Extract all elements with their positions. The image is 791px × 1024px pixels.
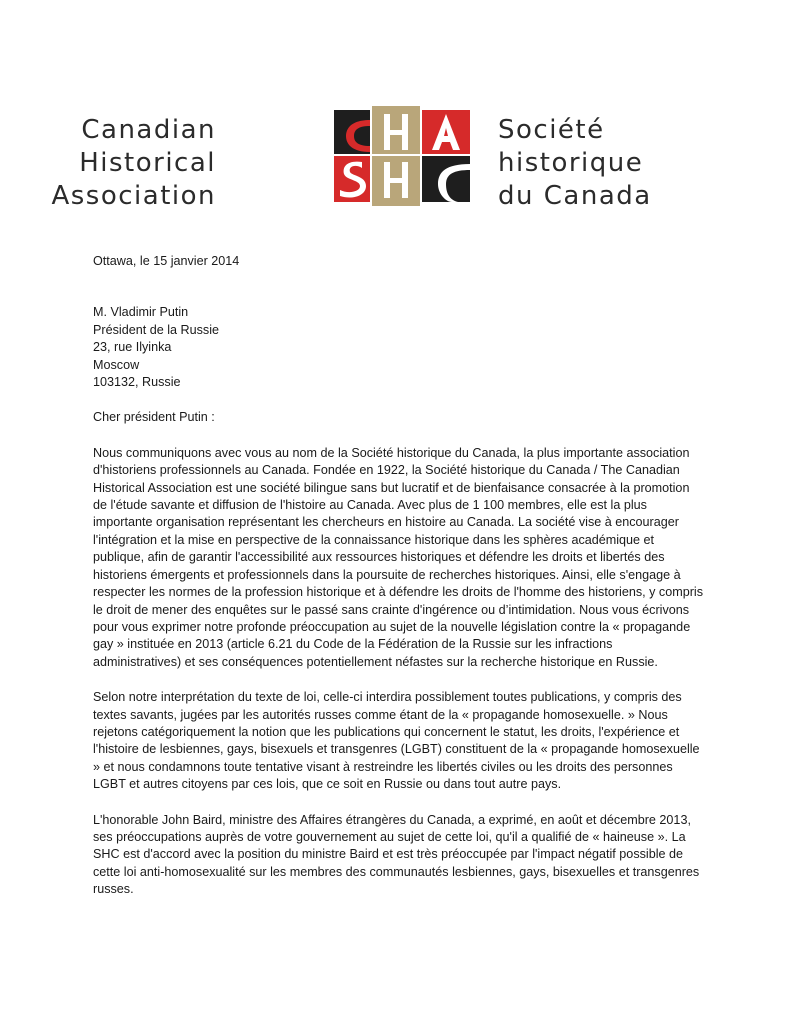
letterhead: [51, 106, 686, 211]
french-name-line-2: historique: [498, 148, 644, 178]
cha-shc-logo-icon: [334, 106, 476, 206]
english-name-line-2: Historical: [79, 148, 216, 178]
french-name-line-1: Société: [498, 115, 605, 145]
letter-body: [93, 253, 703, 917]
recipient-title: Président de la Russie: [93, 322, 220, 337]
salutation: Cher président Putin :: [93, 410, 215, 425]
recipient-address: [93, 304, 703, 391]
recipient-postal: 103132, Russie: [93, 375, 181, 390]
recipient-street: 23, rue Ilyinka: [93, 340, 172, 355]
paragraph-3: L'honorable John Baird, ministre des Affaires étrangères du Canada, a exprimé, en août et décembre 2013, ses préoccupations auprès de votre gouvernement au sujet de cette loi, qu'il a qualifié de « haineuse ». La SHC est d'accord avec la position du ministre Baird et est très préoccupée par l'impact négatif possible de cette loi anti-homosexualité sur les membres des communautés lesbiennes, gays, bisexuelles et transgenres russes.: [93, 812, 700, 897]
french-name-line-3: du Canada: [498, 181, 652, 211]
paragraph-2: Selon notre interprétation du texte de loi, celle-ci interdira possiblement toutes publications, y compris des textes savants, jugées par les autorités russes comme étant de la « propagande homosexuelle. » Nous rejetons catégoriquement la notion que les publications qui concernent le statut, les droits, l'expérience et l'histoire de lesbiennes, gays, bisexuels et transgenres (LGBT) constituent de la « propagande homosexuelle » et nous condamnons toute tentative visant à restreindre les libertés civiles ou les droits des personnes LGBT et autres citoyens par ces lois, que ce soit en Russie ou dans tout autre pays.: [93, 690, 700, 792]
french-organization-name: [498, 114, 652, 213]
paragraph-1: Nous communiquons avec vous au nom de la Société historique du Canada, la plus importante association d'historiens professionnels au Canada. Fondée en 1922, la Société historique du Canada / The Canadian Historical Association est une société bilingue sans but lucratif et de bienfaisance consacrée à la promotion de l'étude savante et diffusion de l'histoire au Canada. Avec plus de 1 100 membres, elle est la plus importante organisation représentant les chercheurs en histoire au Canada. La société vise à encourager l'intégration et la mise en perspective de la connaissance historique dans les sphères académique et publique, afin de garantir l'accessibilité aux ressources historiques et défendre les droits et libertés des historiens émergents et professionnels dans la poursuite de recherches historiques. Ainsi, elle s'engage à respecter les normes de la profession historique et à défendre les droits de l'homme des historiens, y compris le droit de mener des enquêtes sur le passé sans crainte d'ingérence ou d’intimidation. Nous vous écrivons pour vous exprimer notre profonde préoccupation au sujet de la nouvelle législation contre la « propagande gay » instituée en 2013 (article 6.21 du Code de la Fédération de la Russie sur les infractions administratives) et ses conséquences potentiellement néfastes sur la recherche historique en Russie.: [93, 445, 703, 669]
letter-date: Ottawa, le 15 janvier 2014: [93, 254, 240, 268]
recipient-name: M. Vladimir Putin: [93, 305, 189, 320]
english-name-line-3: Association: [51, 181, 216, 211]
recipient-city: Moscow: [93, 357, 140, 372]
english-name-line-1: Canadian: [81, 115, 216, 145]
english-organization-name: [51, 114, 216, 213]
